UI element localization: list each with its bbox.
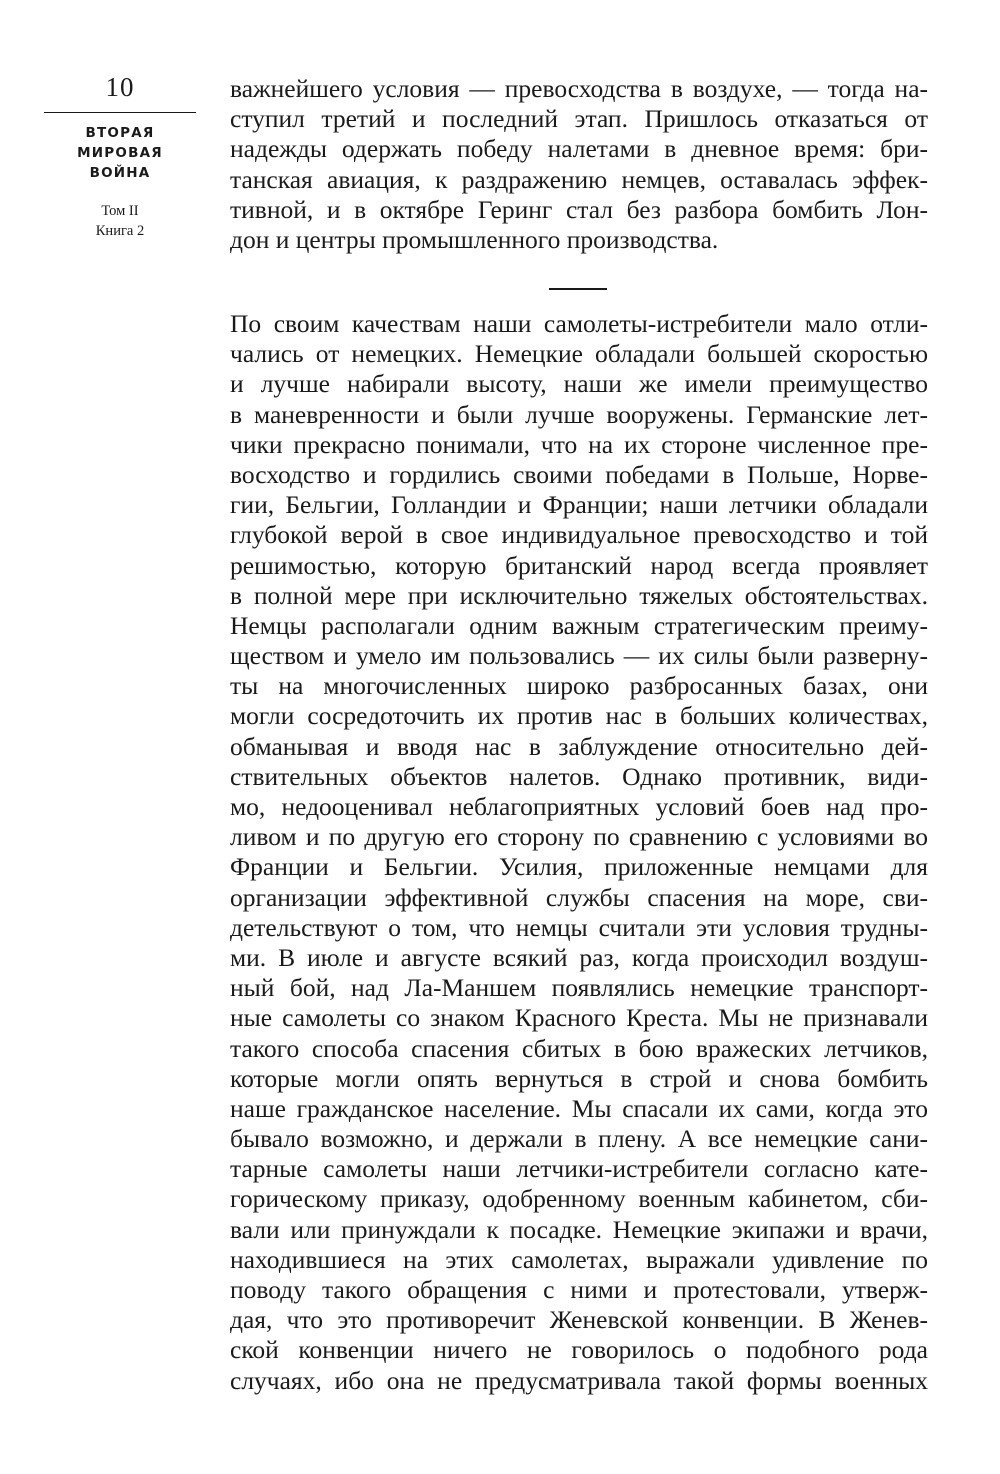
text-line: ты на многочисленных широко разбросанных базах, они	[230, 671, 928, 701]
text-line: надежды одержать победу налетами в дневное время: бри-	[230, 134, 928, 164]
text-line: ные самолеты со знаком Красного Креста. Мы не признавали	[230, 1003, 928, 1033]
text-line: Немцы располагали одним важным стратегическим преиму-	[230, 610, 928, 640]
text-line: могли сосредоточить их против нас в больших количествах,	[230, 701, 928, 731]
text-line: дон и центры промышленного производства.	[230, 224, 719, 254]
text-line: ливом и по другую его сторону по сравнению с условиями во	[230, 822, 928, 852]
text-line: ми. В июле и августе всякий раз, когда происходил воздуш-	[230, 942, 928, 972]
text-line: обманывая и вводя нас в заблуждение относительно дей-	[230, 731, 928, 761]
text-line: бывало возможно, и держали в плену. А все немецкие сани-	[230, 1124, 928, 1154]
text-line: и лучше набирали высоту, наши же имели преимущество	[230, 369, 928, 399]
text-line: По своим качествам наши самолеты-истребители мало отли-	[230, 309, 928, 338]
text-line: в маневренности и были лучше вооружены. Германские лет-	[230, 399, 928, 429]
top-paragraph	[230, 74, 928, 255]
text-line: наше гражданское население. Мы спасали их сами, когда это	[230, 1093, 928, 1123]
text-line: ный бой, над Ла-Маншем появлялись немецкие транспорт-	[230, 973, 928, 1003]
text-line: в полной мере при исключительно тяжелых обстоятельствах.	[230, 580, 928, 610]
text-line: находившиеся на этих самолетах, выражали удивление по	[230, 1244, 928, 1274]
text-line: тарные самолеты наши летчики-истребители согласно кате-	[230, 1154, 928, 1184]
book-title-line: ВОЙНА	[89, 165, 151, 181]
running-head	[44, 70, 196, 241]
text-line: глубокой верой в свое индивидуальное превосходство и той	[230, 520, 928, 550]
text-line: танская авиация, к раздражению немцев, оставалась эффек-	[230, 164, 928, 194]
text-line: ступил третий и последний этап. Пришлось отказаться от	[230, 104, 928, 134]
section-separator	[549, 288, 607, 290]
text-line: гии, Бельгии, Голландии и Франции; наши летчики обладали	[230, 490, 928, 520]
book-title-line: ВТОРАЯ	[85, 125, 155, 141]
text-line: детельствуют о том, что немцы считали эти условия трудны-	[230, 912, 928, 942]
text-line: поводу такого обращения с ними и протестовали, утверж-	[230, 1275, 928, 1304]
text-line: решимостью, которую британский народ всегда проявляет	[230, 550, 928, 580]
book-title	[44, 123, 196, 183]
text-line: ствительных объектов налетов. Однако противник, види-	[230, 761, 928, 791]
main-paragraph	[230, 309, 928, 1396]
text-line: важнейшего условия — превосходства в воздухе, — тогда на-	[230, 74, 928, 103]
text-line: ществом и умело им пользовались — их силы были разверну-	[230, 641, 928, 671]
text-line: дая, что это противоречит Женевской конвенции. В Женев-	[230, 1305, 928, 1335]
text-line: горическому приказу, одобренному военным кабинетом, сби-	[230, 1184, 928, 1214]
margin-rule	[44, 112, 196, 113]
text-line: ской конвенции ничего не говорилось о подобного рода	[230, 1335, 928, 1365]
text-line: восходство и гордились своими победами в Польше, Норве-	[230, 459, 928, 489]
text-line: вали или принуждали к посадке. Немецкие экипажи и врачи,	[230, 1214, 928, 1244]
volume-info	[44, 201, 196, 241]
text-line: случаях, ибо она не предусматривала такой формы военных	[230, 1365, 928, 1395]
text-line: мо, недооценивал неблагоприятных условий боев над про-	[230, 792, 928, 821]
page-number: 10	[105, 72, 135, 102]
text-line: чики прекрасно понимали, что на их стороне численное пре-	[230, 429, 928, 459]
text-line: организации эффективной службы спасения на море, сви-	[230, 882, 928, 912]
text-line: Франции и Бельгии. Усилия, приложенные немцами для	[230, 852, 928, 882]
volume-label: Том II	[101, 203, 139, 219]
text-line: которые могли опять вернуться в строй и снова бомбить	[230, 1063, 928, 1093]
text-line: тивной, и в октябре Геринг стал без разбора бомбить Лон-	[230, 194, 928, 224]
text-line: чались от немецких. Немецкие обладали большей скоростью	[230, 339, 928, 369]
text-line: такого способа спасения сбитых в бою вражеских летчиков,	[230, 1033, 928, 1063]
book-title-line: МИРОВАЯ	[77, 145, 163, 161]
book-label: Книга 2	[95, 223, 145, 239]
